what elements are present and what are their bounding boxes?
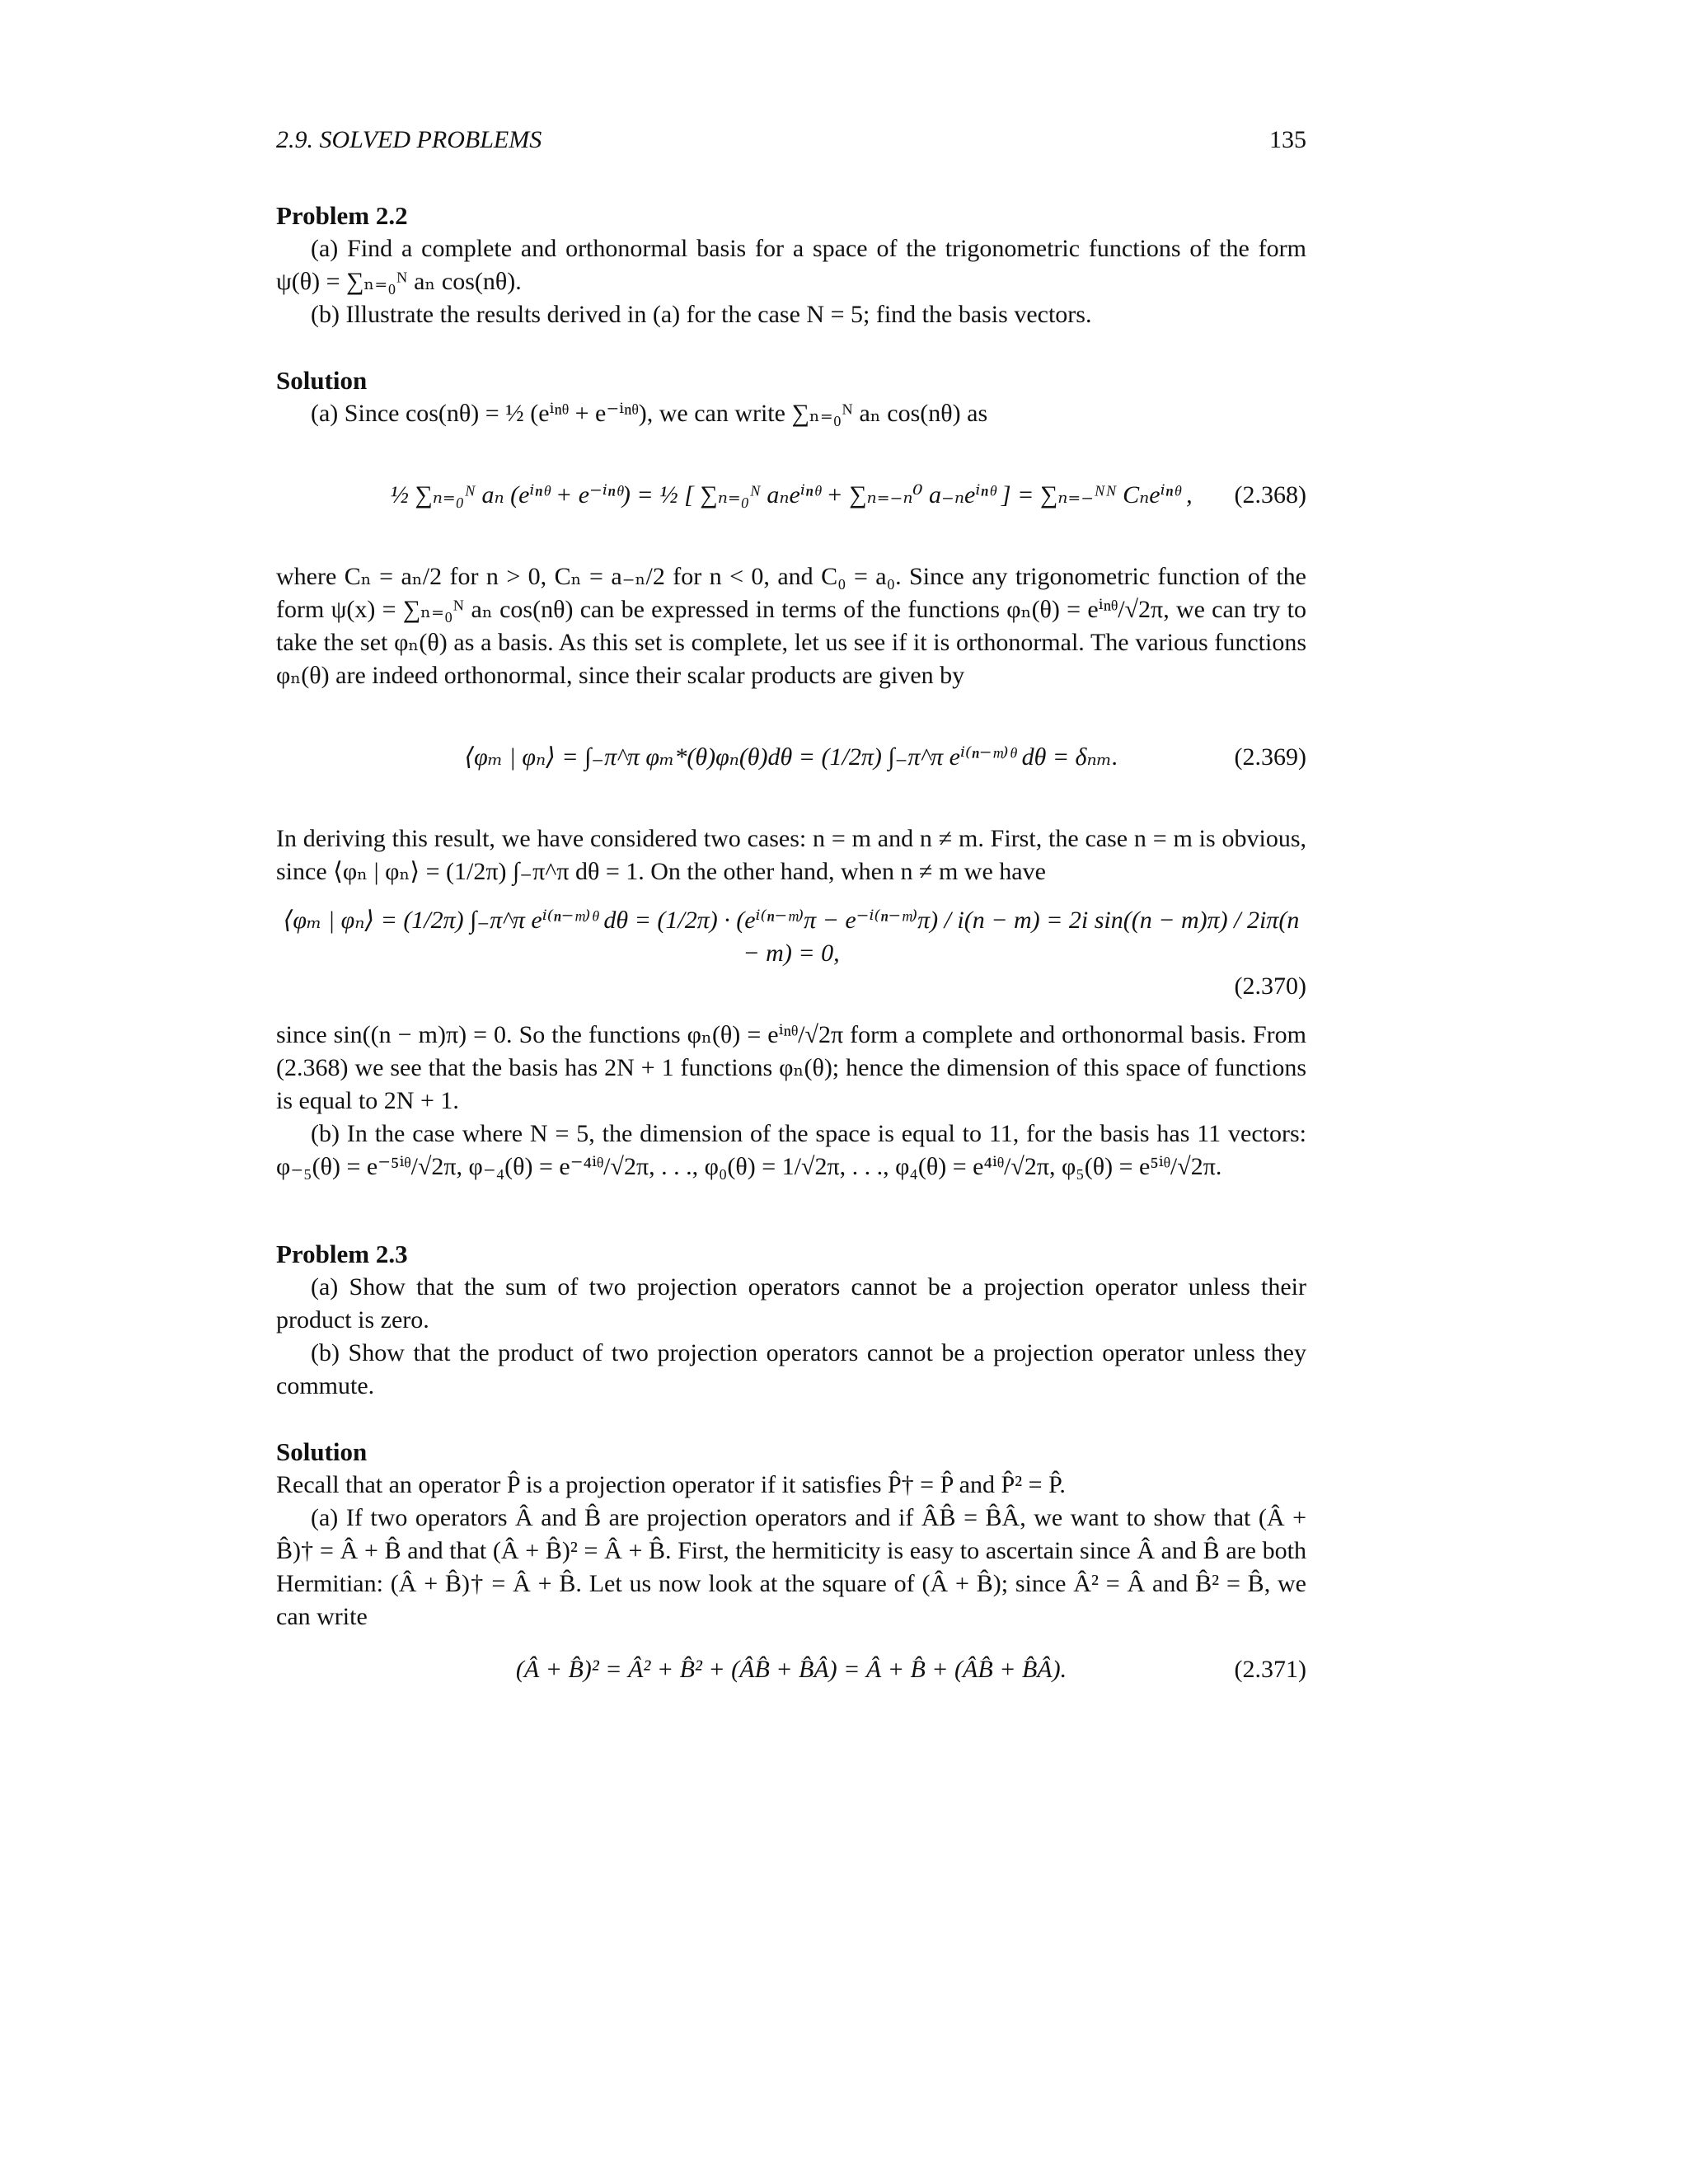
solution-2-2-title: Solution <box>276 366 368 395</box>
problem-2-3-part-a: (a) Show that the sum of two projection operators cannot be a projection operator unless their product is zero. <box>276 1273 1306 1333</box>
equation-2-370 <box>276 900 1306 1007</box>
equation-2-369-number: (2.369) <box>1234 743 1306 771</box>
problem-2-2-title: Problem 2.2 <box>276 201 408 230</box>
solution-2-2-paragraph-1: where Cₙ = aₙ/2 for n > 0, Cₙ = a₋ₙ/2 for n < 0, and C₀ = a₀. Since any trigonometric function of the form ψ(x) = ∑ₙ₌₀ᴺ aₙ cos(nθ) can be expressed in terms of the functions φₙ(θ) = eⁱⁿᶿ/√2π, we can try to take the set φₙ(θ) as a basis. As this set is complete, let us see if it is orthonormal. The various functions φₙ(θ) are indeed orthonormal, since their scalar products are given by <box>276 563 1306 689</box>
equation-2-370-body: ⟨φₘ | φₙ⟩ = (1/2π) ∫₋π^π eⁱ⁽ⁿ⁻ᵐ⁾ᶿ dθ = (1/2π) · (eⁱ⁽ⁿ⁻ᵐ⁾π − e⁻ⁱ⁽ⁿ⁻ᵐ⁾π) / i(n − m) = 2i sin((n − m)π) / 2iπ(n − m) = 0, <box>283 907 1300 967</box>
equation-2-368-body: ½ ∑ₙ₌₀ᴺ aₙ (eⁱⁿᶿ + e⁻ⁱⁿᶿ) = ½ [ ∑ₙ₌₀ᴺ aₙeⁱⁿᶿ + ∑ₙ₌₋ₙ⁰ a₋ₙeⁱⁿᶿ ] = ∑ₙ₌₋ᴺᴺ Cₙeⁱⁿᶿ , <box>390 481 1193 509</box>
equation-2-368-number: (2.368) <box>1234 481 1306 509</box>
book-page <box>276 124 1306 1706</box>
running-title: 2.9. SOLVED PROBLEMS <box>276 126 542 153</box>
equation-2-370-number: (2.370) <box>1234 972 1306 1000</box>
running-header <box>276 124 1306 157</box>
problem-2-3-part-b: (b) Show that the product of two projection operators cannot be a projection operator unless they commute. <box>276 1339 1306 1399</box>
solution-2-2-intro: (a) Since cos(nθ) = ½ (eⁱⁿᶿ + e⁻ⁱⁿᶿ), we can write ∑ₙ₌₀ᴺ aₙ cos(nθ) as <box>311 400 988 427</box>
solution-2-3-paragraph-1: (a) If two operators Â and B̂ are projection operators and if ÂB̂ = B̂Â, we want to show that (Â + B̂)† = Â + B̂ and that (Â + B̂)² = Â + B̂. First, the hermiticity is easy to ascertain since Â and B̂ are both Hermitian: (Â + B̂)† = Â + B̂. Let us now look at the square of (Â + B̂); since Â² = Â and B̂² = B̂, we can write <box>276 1504 1306 1630</box>
solution-2-2-paragraph-2: In deriving this result, we have considered two cases: n = m and n ≠ m. First, the case n = m is obvious, since ⟨φₙ | φₙ⟩ = (1/2π) ∫₋π^π dθ = 1. On the other hand, when n ≠ m we have <box>276 825 1306 885</box>
problem-2-3-title: Problem 2.3 <box>276 1240 408 1268</box>
solution-2-3-title: Solution <box>276 1437 368 1466</box>
equation-2-371 <box>276 1645 1306 1694</box>
problem-2-2-part-a: (a) Find a complete and orthonormal basis for a space of the trigonometric functions of the form ψ(θ) = ∑ₙ₌₀ᴺ aₙ cos(nθ). <box>276 235 1306 295</box>
equation-2-369 <box>276 704 1306 811</box>
page-number: 135 <box>1269 126 1306 153</box>
solution-2-2-paragraph-4: (b) In the case where N = 5, the dimension of the space is equal to 11, for the basis has 11 vectors: φ₋₅(θ) = e⁻⁵ⁱᶿ/√2π, φ₋₄(θ) = e⁻⁴ⁱᶿ/√2π, . . ., φ₀(θ) = 1/√2π, . . ., φ₄(θ) = e⁴ⁱᶿ/√2π, φ₅(θ) = e⁵ⁱᶿ/√2π. <box>276 1120 1306 1180</box>
equation-2-371-body: (Â + B̂)² = Â² + B̂² + (ÂB̂ + B̂Â) = Â + B̂ + (ÂB̂ + B̂Â). <box>515 1656 1067 1683</box>
problem-2-2-part-b: (b) Illustrate the results derived in (a) for the case N = 5; find the basis vectors. <box>311 301 1092 328</box>
equation-2-369-body: ⟨φₘ | φₙ⟩ = ∫₋π^π φₘ*(θ)φₙ(θ)dθ = (1/2π) ∫₋π^π eⁱ⁽ⁿ⁻ᵐ⁾ᶿ dθ = δₙₘ. <box>464 743 1118 771</box>
equation-2-368 <box>276 442 1306 549</box>
solution-2-2-paragraph-3: since sin((n − m)π) = 0. So the functions φₙ(θ) = eⁱⁿᶿ/√2π form a complete and orthonormal basis. From (2.368) we see that the basis has 2N + 1 functions φₙ(θ); hence the dimension of this space of functions is equal to 2N + 1. <box>276 1021 1306 1114</box>
equation-2-371-number: (2.371) <box>1234 1656 1306 1683</box>
solution-2-3-paragraph-0: Recall that an operator P̂ is a projection operator if it satisfies P̂† = P̂ and P̂² = P̂. <box>276 1471 1066 1498</box>
